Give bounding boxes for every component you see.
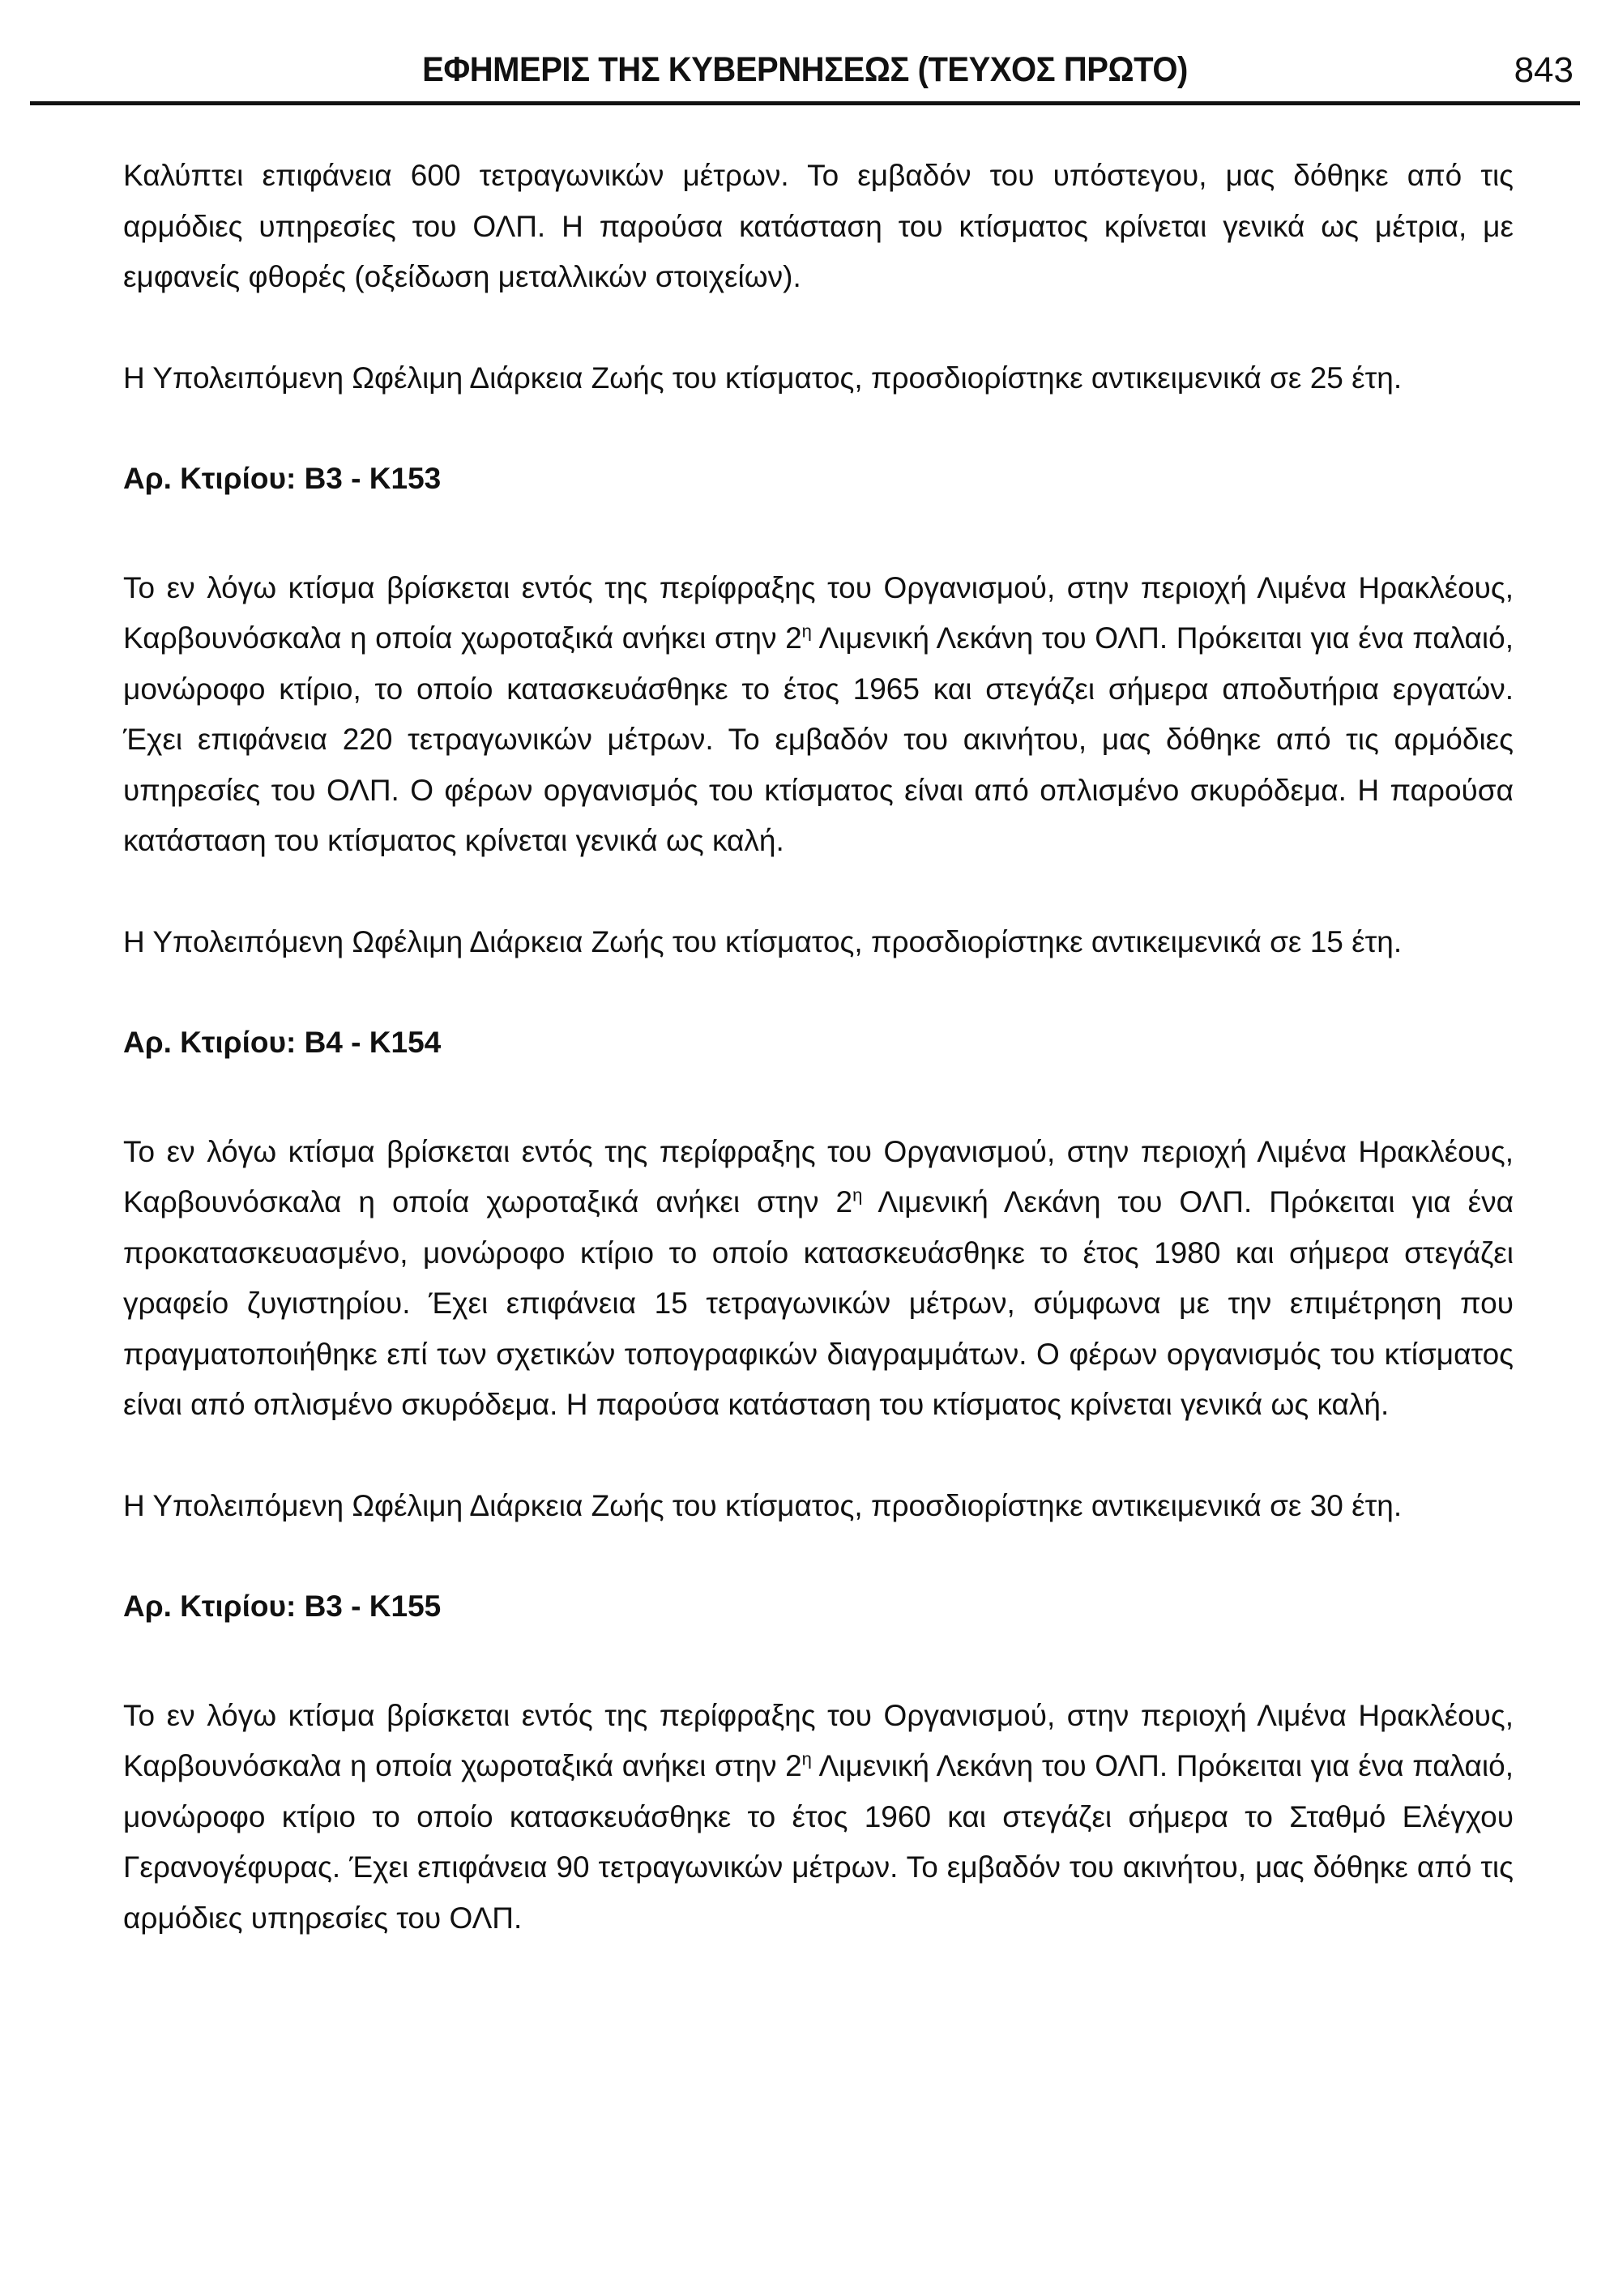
building-description-part1: Το εν λόγω κτίσμα βρίσκεται εντός της περίφραξης του Οργανισμού, στην περιοχή Λιμένα Ηρακλέους, Καρβουνόσκαλα η οποία χωροταξικά ανήκει στην 2 [123,570,1514,655]
building-description-part2: Λιμενική Λεκάνη του ΟΛΠ. Πρόκειται για ένα παλαιό, μονώροφο κτίριο, το οποίο κατασκευάσθηκε το έτος 1965 και στεγάζει σήμερα αποδυτήρια εργατών. Έχει επιφάνεια 220 τετραγωνικών μέτρων. Το εμβαδόν του ακινήτου, μας δόθηκε από τις αρμόδιες υπηρεσίες του ΟΛΠ. Ο φέρων οργανισμός του κτίσματος είναι από οπλισμένο σκυρόδεμα. Η παρούσα κατάσταση του κτίσματος κρίνεται γενικά ως καλή. [123,621,1514,857]
ordinal-superscript: η [852,1184,863,1206]
building-id-heading: Αρ. Κτιρίου: Β3 - Κ153 [123,462,442,495]
header-divider [30,101,1580,105]
intro-paragraph: Καλύπτει επιφάνεια 600 τετραγωνικών μέτρων. Το εμβαδόν του υπόστεγου, μας δόθηκε από τις αρμόδιες υπηρεσίες του ΟΛΠ. Η παρούσα κατάσταση του κτίσματος κρίνεται γενικά ως μέτρια, με εμφανείς φθορές (οξείδωση μεταλλικών στοιχείων). [123,159,1514,293]
building-description [123,563,1514,867]
useful-life-statement: Η Υπολειπόμενη Ωφέλιμη Διάρκεια Ζωής του κτίσματος, προσδιορίστηκε αντικειμενικά σε 25 έτη. [123,361,1403,395]
building-description-part2: Λιμενική Λεκάνη του ΟΛΠ. Πρόκειται για ένα παλαιό, μονώροφο κτίριο το οποίο κατασκευάσθηκε το έτος 1960 και στεγάζει σήμερα το Σταθμό Ελέγχου Γερανογέφυρας. Έχει επιφάνεια 90 τετραγωνικών μέτρων. Το εμβαδόν του ακινήτου, μας δόθηκε από τις αρμόδιες υπηρεσίες του ΟΛΠ. [123,1749,1514,1935]
building-description [123,1127,1514,1431]
building-description [123,1691,1514,1944]
ordinal-superscript: η [801,1748,812,1769]
useful-life-statement: Η Υπολειπόμενη Ωφέλιμη Διάρκεια Ζωής του κτίσματος, προσδιορίστηκε αντικειμενικά σε 15 έτη. [123,924,1403,958]
useful-life-statement: Η Υπολειπόμενη Ωφέλιμη Διάρκεια Ζωής του κτίσματος, προσδιορίστηκε αντικειμενικά σε 30 έτη. [123,1488,1403,1522]
building-description-part1: Το εν λόγω κτίσμα βρίσκεται εντός της περίφραξης του Οργανισμού, στην περιοχή Λιμένα Ηρακλέους, Καρβουνόσκαλα η οποία χωροταξικά ανήκει στην 2 [123,1134,1514,1218]
page-header [30,50,1580,99]
building-id-heading: Αρ. Κτιρίου: Β4 - Κ154 [123,1026,442,1059]
building-description-part1: Το εν λόγω κτίσμα βρίσκεται εντός της περίφραξης του Οργανισμού, στην περιοχή Λιμένα Ηρακλέους, Καρβουνόσκαλα η οποία χωροταξικά ανήκει στην 2 [123,1698,1514,1782]
ordinal-superscript: η [801,621,812,642]
document-body [123,151,1514,1944]
building-id-heading: Αρ. Κτιρίου: Β3 - Κ155 [123,1590,442,1623]
building-description-part2: Λιμενική Λεκάνη του ΟΛΠ. Πρόκειται για ένα προκατασκευασμένο, μονώροφο κτίριο το οποίο κατασκευάσθηκε το έτος 1980 και σήμερα στεγάζει γραφείο ζυγιστηρίου. Έχει επιφάνεια 15 τετραγωνικών μέτρων, σύμφωνα με την επιμέτρηση που πραγματοποιήθηκε επί των σχετικών τοπογραφικών διαγραμμάτων. Ο φέρων οργανισμός του κτίσματος είναι από οπλισμένο σκυρόδεμα. Η παρούσα κατάσταση του κτίσματος κρίνεται γενικά ως καλή. [123,1185,1514,1421]
gazette-title: ΕΦΗΜΕΡΙΣ ΤΗΣ ΚΥΒΕΡΝΗΣΕΩΣ (ΤΕΥΧΟΣ ΠΡΩΤΟ) [422,50,1188,89]
page-number: 843 [1514,50,1574,90]
